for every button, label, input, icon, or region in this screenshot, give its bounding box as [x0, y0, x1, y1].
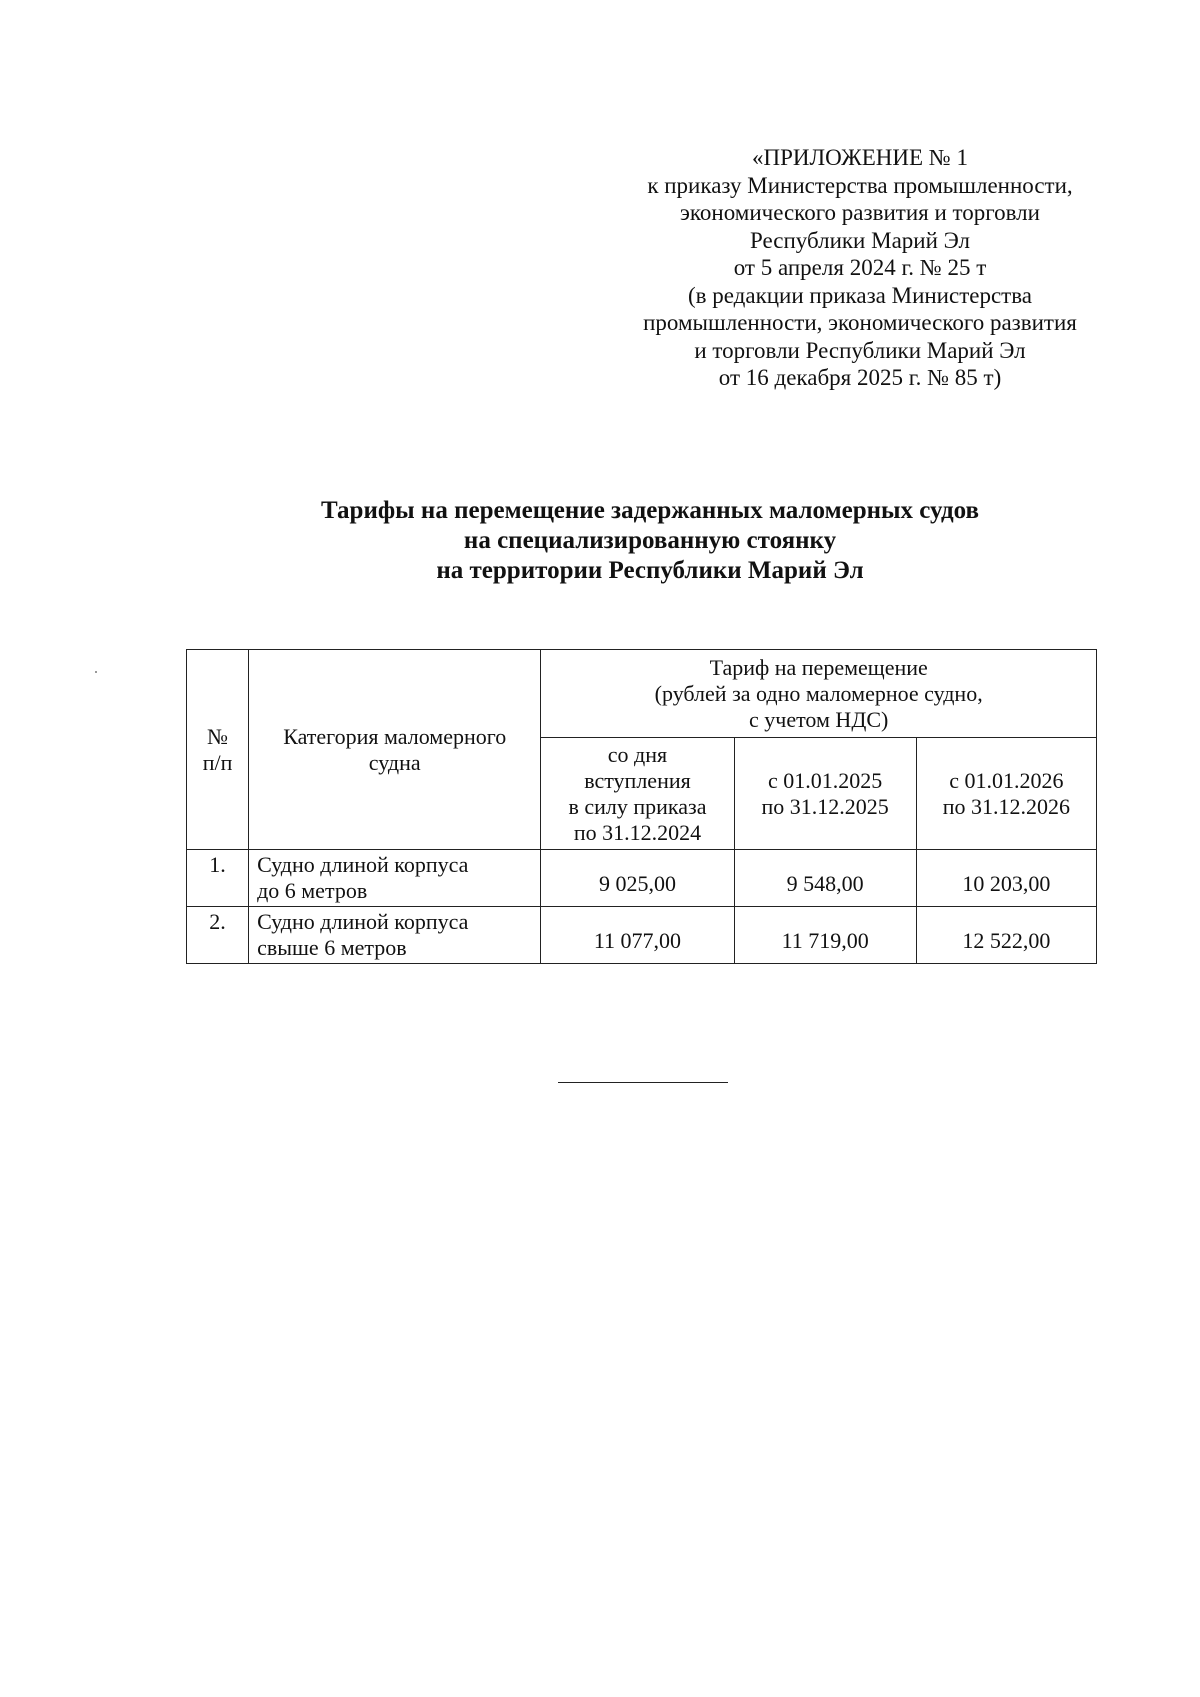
- header-number-line: п/п: [202, 749, 233, 775]
- header-number-line: №: [207, 723, 229, 749]
- closing-divider: [558, 1082, 728, 1083]
- table-row: [187, 907, 1097, 964]
- appendix-line: к приказу Министерства промышленности,: [647, 172, 1073, 198]
- header-tariff-group: [541, 650, 1097, 738]
- tariff-value: 11 719,00: [734, 907, 916, 964]
- row-number: 2.: [187, 907, 249, 964]
- appendix-line: от 16 декабря 2025 г. № 85 т): [718, 365, 1002, 390]
- appendix-line: «ПРИЛОЖЕНИЕ № 1: [751, 145, 969, 170]
- tariff-value: 9 025,00: [541, 850, 734, 907]
- period-line: по 31.12.2025: [761, 793, 889, 819]
- header-tariff-line: с учетом НДС): [749, 706, 889, 732]
- period-line: по 31.12.2024: [573, 819, 702, 845]
- category-line: свыше 6 метров: [257, 935, 407, 960]
- tariff-table: [186, 649, 1097, 964]
- row-category: [249, 850, 541, 907]
- category-line: Судно длиной корпуса: [257, 909, 469, 934]
- header-number: [187, 650, 249, 850]
- header-tariff-line: Тариф на перемещение: [709, 654, 928, 680]
- title-line: на территории Республики Марий Эл: [436, 557, 864, 584]
- period-line: в силу приказа: [568, 793, 707, 819]
- appendix-line: промышленности, экономического развития: [643, 310, 1077, 335]
- header-period-1: [541, 738, 734, 850]
- header-category-line: Категория маломерного: [283, 723, 507, 749]
- category-line: Судно длиной корпуса: [257, 852, 469, 877]
- title-line: на специализированную стоянку: [463, 527, 837, 554]
- row-number: 1.: [187, 850, 249, 907]
- header-period-2: [734, 738, 916, 850]
- appendix-line: Республики Марий Эл: [749, 227, 971, 253]
- tariff-value: 10 203,00: [916, 850, 1096, 907]
- appendix-line: экономического развития и торговли: [680, 200, 1040, 225]
- header-category-line: судна: [368, 749, 421, 775]
- row-category: [249, 907, 541, 964]
- tariff-value: 9 548,00: [734, 850, 916, 907]
- header-period-3: [916, 738, 1096, 850]
- appendix-header: [620, 144, 1100, 392]
- scan-speck: [95, 671, 97, 673]
- period-line: вступления: [584, 767, 691, 793]
- table-header-row: [187, 650, 1097, 738]
- period-line: с 01.01.2025: [768, 767, 883, 793]
- appendix-line: (в редакции приказа Министерства: [687, 282, 1032, 308]
- tariff-value: 11 077,00: [541, 907, 734, 964]
- period-line: со дня: [607, 741, 668, 767]
- title-line: Тарифы на перемещение задержанных маломерных судов: [320, 497, 979, 524]
- header-tariff-line: (рублей за одно маломерное судно,: [654, 680, 983, 706]
- category-line: до 6 метров: [257, 878, 368, 903]
- appendix-line: и торговли Республики Марий Эл: [694, 337, 1026, 363]
- period-line: по 31.12.2026: [942, 793, 1071, 819]
- tariff-value: 12 522,00: [916, 907, 1096, 964]
- document-title: [200, 496, 1100, 586]
- period-line: с 01.01.2026: [949, 767, 1064, 793]
- appendix-line: от 5 апреля 2024 г. № 25 т: [733, 255, 987, 280]
- header-category: [249, 650, 541, 850]
- table-row: [187, 850, 1097, 907]
